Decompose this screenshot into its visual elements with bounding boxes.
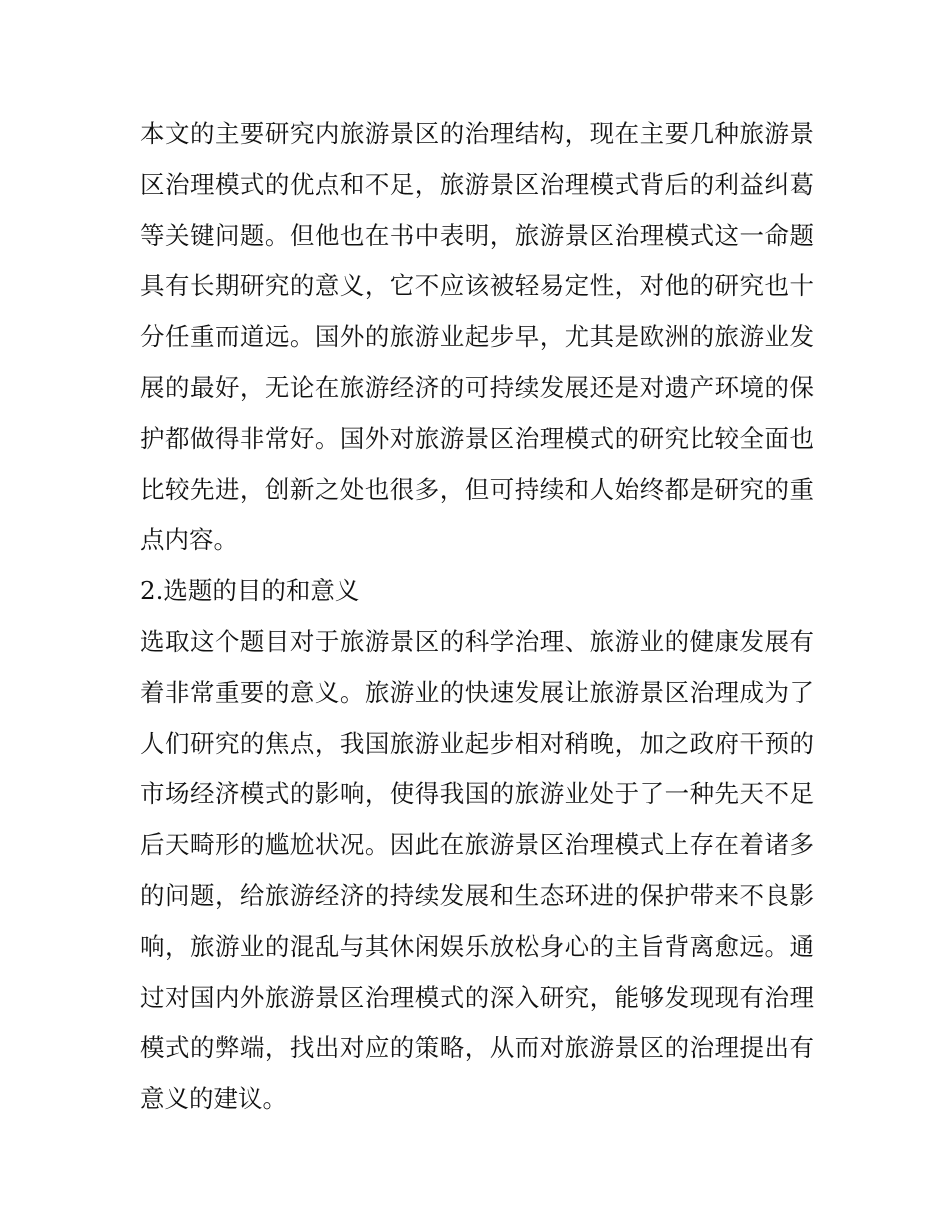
body-paragraph: 选取这个题目对于旅游景区的科学治理、旅游业的健康发展有着非常重要的意义。旅游业的快速发展让旅游景区治理成为了人们研究的焦点，我国旅游业起步相对稍晚，加之政府干预的市场经济模式的影响，使得我国的旅游业处于了一种先天不足后天畸形的尴尬状况。因此在旅游景区治理模式上存在着诸多的问题，给旅游经济的持续发展和生态环进的保护带来不良影响，旅游业的混乱与其休闲娱乐放松身心的主旨背离愈远。通过对国内外旅游景区治理模式的深入研究，能够发现现有治理模式的弊端，找出对应的策略，从而对旅游景区的治理提出有意义的建议。 [140, 626, 814, 1114]
document-body [140, 109, 814, 1125]
section-heading: 2.选题的目的和意义 [140, 576, 360, 606]
body-paragraph: 本文的主要研究内旅游景区的治理结构，现在主要几种旅游景区治理模式的优点和不足，旅游景区治理模式背后的利益纠葛等关键问题。但他也在书中表明，旅游景区治理模式这一命题具有长期研究的意义，它不应该被轻易定性，对他的研究也十分任重而道远。国外的旅游业起步早，尤其是欧洲的旅游业发展的最好，无论在旅游经济的可持续发展还是对遗产环境的保护都做得非常好。国外对旅游景区治理模式的研究比较全面也比较先进，创新之处也很多，但可持续和人始终都是研究的重点内容。 [140, 119, 814, 555]
